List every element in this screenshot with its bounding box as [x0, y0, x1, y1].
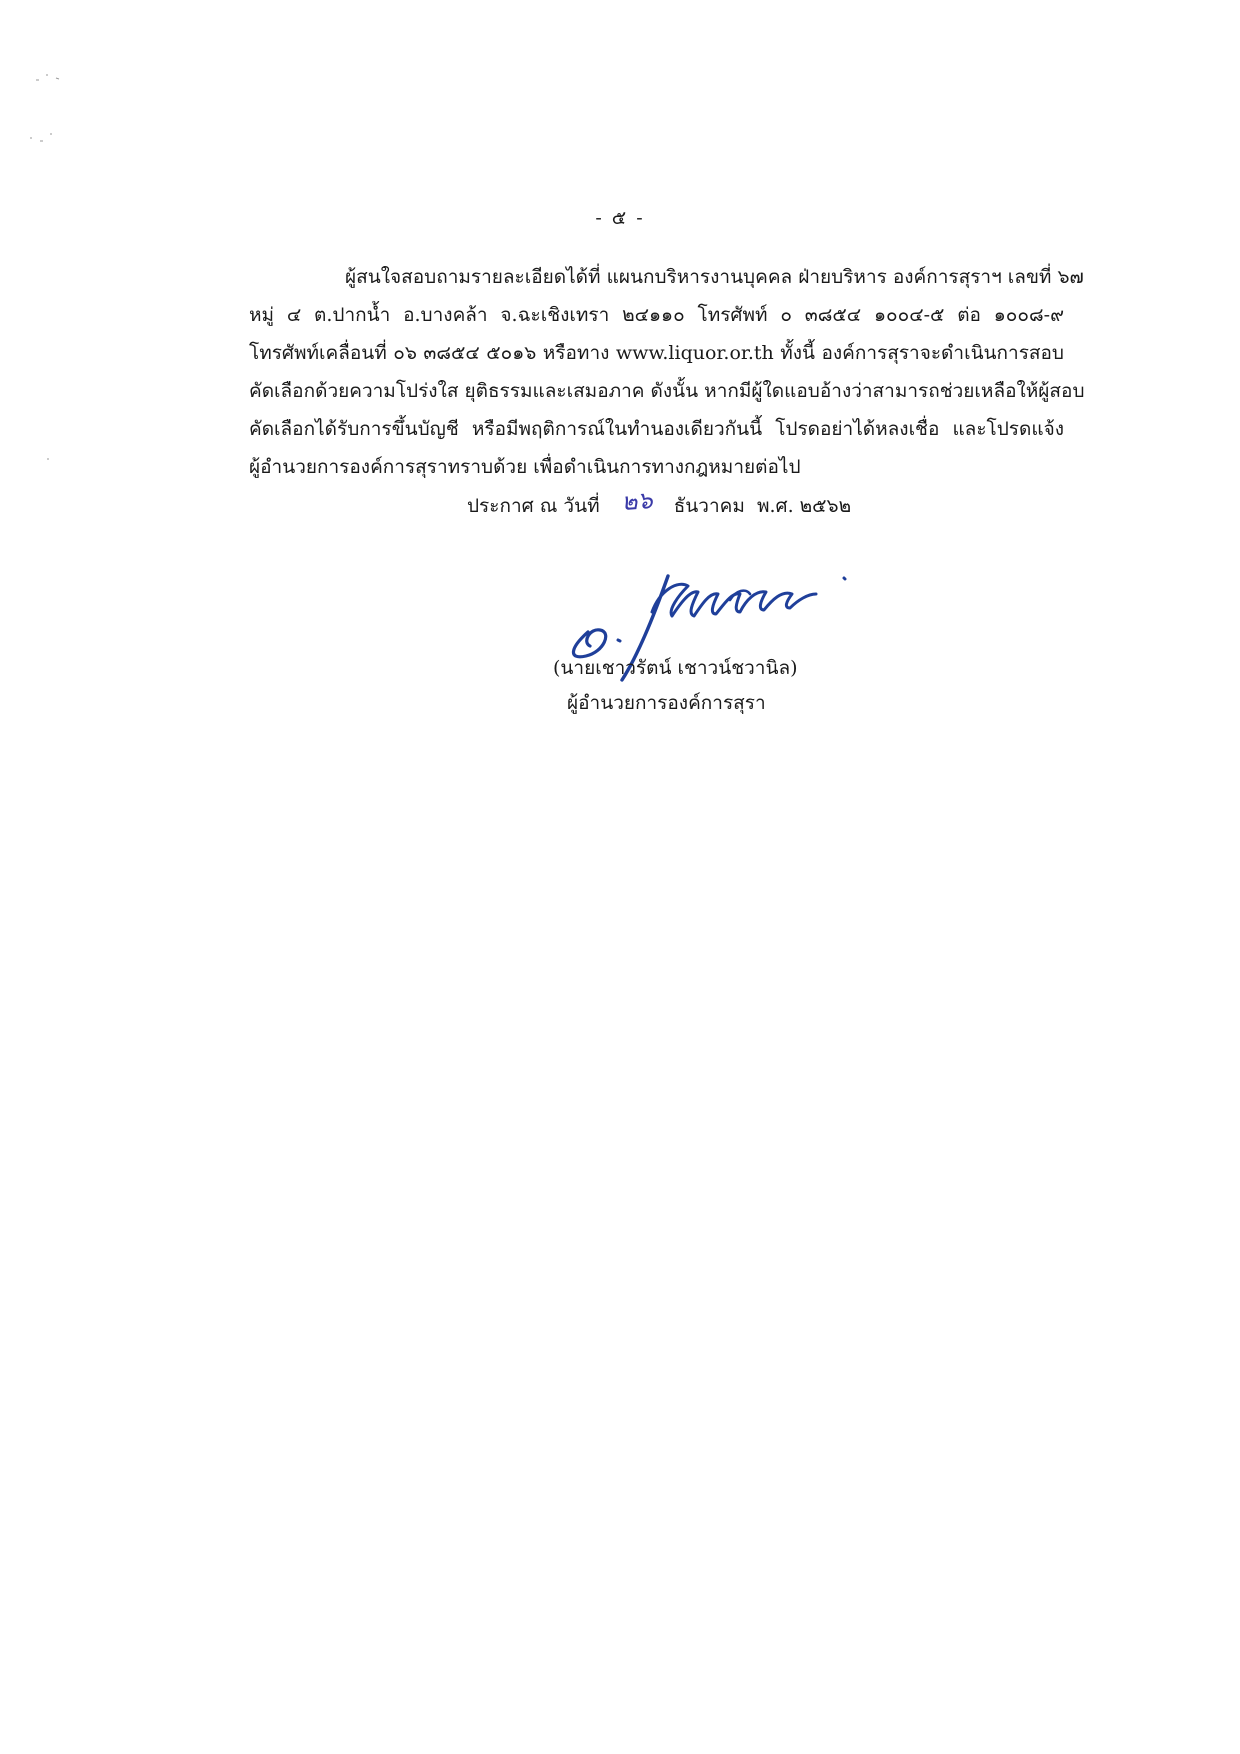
contact-paragraph — [249, 258, 1085, 486]
handwritten-day: ๒๖ — [620, 485, 654, 517]
date-month: ธันวาคม — [673, 495, 745, 517]
paragraph-line: คัดเลือกได้รับการขึ้นบัญชี หรือมีพฤติการณ์ในทำนองเดียวกันนี้ โปรดอย่าได้หลงเชื่อ และโปรดแจ้ง — [249, 418, 1064, 440]
paragraph-line: หมู่ ๔ ต.ปากน้ำ อ.บางคล้า จ.ฉะเชิงเทรา ๒๔๑๑๐ โทรศัพท์ ๐ ๓๘๕๔ ๑๐๐๔-๕ ต่อ ๑๐๐๘-๙ — [249, 304, 1064, 326]
signer-name: (นายเชาวรัตน์ เชาวน์ชวานิล) — [553, 657, 798, 679]
date-prefix: ประกาศ ณ วันที่ — [467, 495, 600, 517]
paragraph-line: คัดเลือกด้วยความโปร่งใส ยุติธรรมและเสมอภาค ดังนั้น หากมีผู้ใดแอบอ้างว่าสามารถช่วยเหลือให้ผู้สอบ — [249, 380, 1085, 402]
paragraph-line: ผู้สนใจสอบถามรายละเอียดได้ที่ แผนกบริหารงานบุคคล ฝ่ายบริหาร องค์การสุราฯ เลขที่ ๖๗ — [345, 266, 1084, 288]
signer-title: ผู้อำนวยการองค์การสุรา — [567, 692, 766, 714]
paragraph-line: โทรศัพท์เคลื่อนที่ ๐๖ ๓๘๕๔ ๕๐๑๖ หรือทาง www.liquor.or.th ทั้งนี้ องค์การสุราจะดำเนินการสอบ — [249, 342, 1064, 364]
paragraph-line: ผู้อำนวยการองค์การสุราทราบด้วย เพื่อดำเนินการทางกฎหมายต่อไป — [249, 456, 801, 478]
page-number: - ๕ - — [595, 207, 645, 229]
date-year: พ.ศ. ๒๕๖๒ — [756, 495, 852, 517]
announcement-date — [467, 485, 852, 522]
